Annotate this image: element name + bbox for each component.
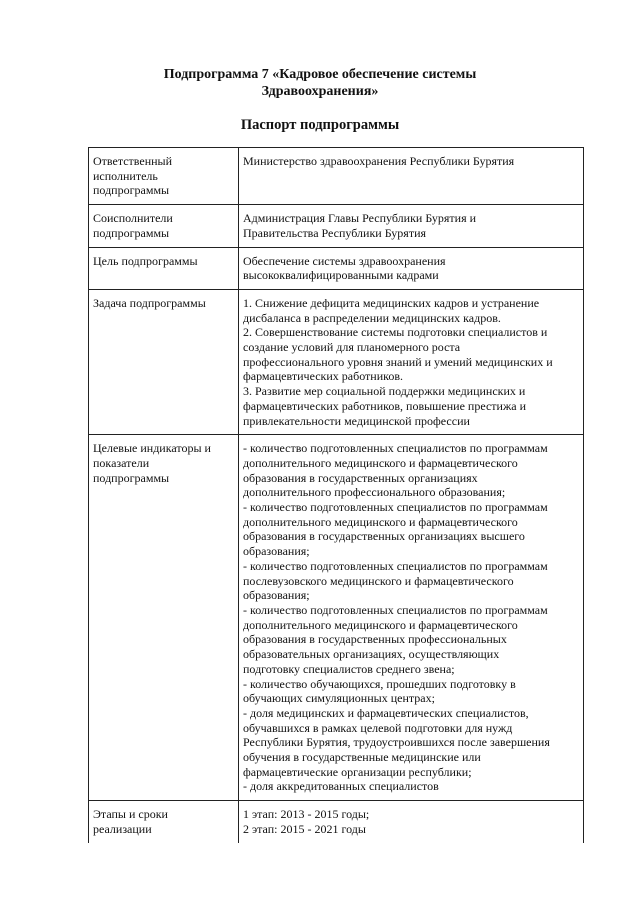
row-value-cell [239, 148, 584, 205]
row-value-line: фармацевтические организации республики; [243, 764, 472, 779]
row-value-line: дополнительного медицинского и фармацевтического [243, 455, 518, 470]
passport-row-co-executors [89, 205, 584, 247]
row-label-cell [89, 435, 239, 801]
row-label-line: подпрограммы [93, 470, 170, 485]
row-value-line: образования; [243, 588, 310, 603]
row-label-cell [89, 247, 239, 289]
row-label-line: Целевые индикаторы и [93, 441, 211, 456]
passport-row-target-indicators [89, 435, 584, 801]
row-value-line: фармацевтических работников. [243, 369, 404, 384]
row-value-cell [239, 801, 584, 843]
row-label-line: подпрограммы [93, 225, 170, 240]
row-value-line: фармацевтических работников, повышение престижа и [243, 398, 526, 413]
row-value-line: - количество обучающихся, прошедших подготовку в [243, 676, 516, 691]
row-label-cell [89, 289, 239, 434]
row-label-line: Этапы и сроки [93, 807, 168, 822]
row-value-line: 2 этап: 2015 - 2021 годы [243, 821, 366, 836]
row-value-line: - количество подготовленных специалистов по программам [243, 441, 548, 456]
row-value-line: Обеспечение системы здравоохранения [243, 253, 446, 268]
row-label-line: исполнитель [93, 168, 158, 183]
row-value-cell [239, 205, 584, 247]
row-label-cell [89, 148, 239, 205]
row-value-line: - доля аккредитованных специалистов [243, 779, 439, 794]
row-label-line: Соисполнители [93, 211, 173, 226]
row-value-line: высококвалифицированными кадрами [243, 268, 439, 283]
row-value-line: образовательных организациях, осуществляющих [243, 647, 500, 662]
row-value-line: обучающих симуляционных центрах; [243, 691, 435, 706]
row-value-line: подготовку специалистов среднего звена; [243, 661, 455, 676]
row-value-line: - количество подготовленных специалистов по программам [243, 602, 548, 617]
passport-heading: Паспорт подпрограммы [240, 117, 400, 133]
row-label-line: Ответственный [93, 154, 173, 168]
row-value-line: дополнительного медицинского и фармацевтического [243, 617, 518, 632]
row-value-line: - количество подготовленных специалистов по программам [243, 500, 548, 515]
document-title-line-2: Здравоохранения» [261, 84, 379, 99]
row-label-cell [89, 205, 239, 247]
row-value-line: 3. Развитие мер социальной поддержки медицинских и [243, 384, 526, 399]
row-value-line: - доля медицинских и фармацевтических специалистов, [243, 705, 529, 720]
row-value-line: обучения в государственные медицинские или [243, 750, 481, 765]
passport-row-tasks [89, 289, 584, 434]
passport-row-stages-and-terms [89, 801, 584, 843]
passport-table [88, 147, 584, 843]
row-value-line: профессионального уровня знаний и умений медицинских и [243, 354, 553, 369]
row-value-cell [239, 289, 584, 434]
row-value-line: образования; [243, 544, 310, 559]
row-value-line: привлекательности медицинской профессии [243, 413, 470, 428]
row-value-cell [239, 435, 584, 801]
row-value-line: 2. Совершенствование системы подготовки специалистов и [243, 325, 548, 340]
passport-table-body [89, 148, 584, 843]
row-value-line: дисбаланса в распределении медицинских кадров. [243, 310, 501, 325]
row-value-line: Министерство здравоохранения Республики Бурятия [243, 154, 515, 168]
row-value-line: - количество подготовленных специалистов по программам [243, 558, 548, 573]
row-value-line: Администрация Главы Республики Бурятия и [243, 211, 477, 226]
row-label-line: показатели [93, 455, 150, 470]
row-value-line: 1 этап: 2013 - 2015 годы; [243, 807, 370, 822]
row-label-cell [89, 801, 239, 843]
row-value-cell [239, 247, 584, 289]
row-label-line: Задача подпрограммы [93, 295, 206, 310]
passport-row-responsible-executor [89, 148, 584, 205]
row-label-line: Цель подпрограммы [93, 253, 198, 268]
row-value-line: Республики Бурятия, трудоустроившихся после завершения [243, 735, 550, 750]
row-value-line: образования в государственных организациях [243, 470, 478, 485]
document-title-line-1: Подпрограмма 7 «Кадровое обеспечение системы [163, 67, 477, 82]
row-value-line: образования в государственных профессиональных [243, 632, 507, 647]
row-value-line: дополнительного профессионального образования; [243, 485, 506, 500]
row-value-line: обучавшихся в рамках целевой подготовки для нужд [243, 720, 513, 735]
row-value-line: образования в государственных организациях высшего [243, 529, 525, 544]
passport-row-goal [89, 247, 584, 289]
row-label-line: реализации [93, 821, 152, 836]
row-value-line: послевузовского медицинского и фармацевтического [243, 573, 514, 588]
row-label-line: подпрограммы [93, 183, 170, 198]
row-value-line: Правительства Республики Бурятия [243, 225, 427, 240]
row-value-line: 1. Снижение дефицита медицинских кадров и устранение [243, 295, 540, 310]
row-value-line: дополнительного медицинского и фармацевтического [243, 514, 518, 529]
row-value-line: создание условий для планомерного роста [243, 340, 461, 355]
